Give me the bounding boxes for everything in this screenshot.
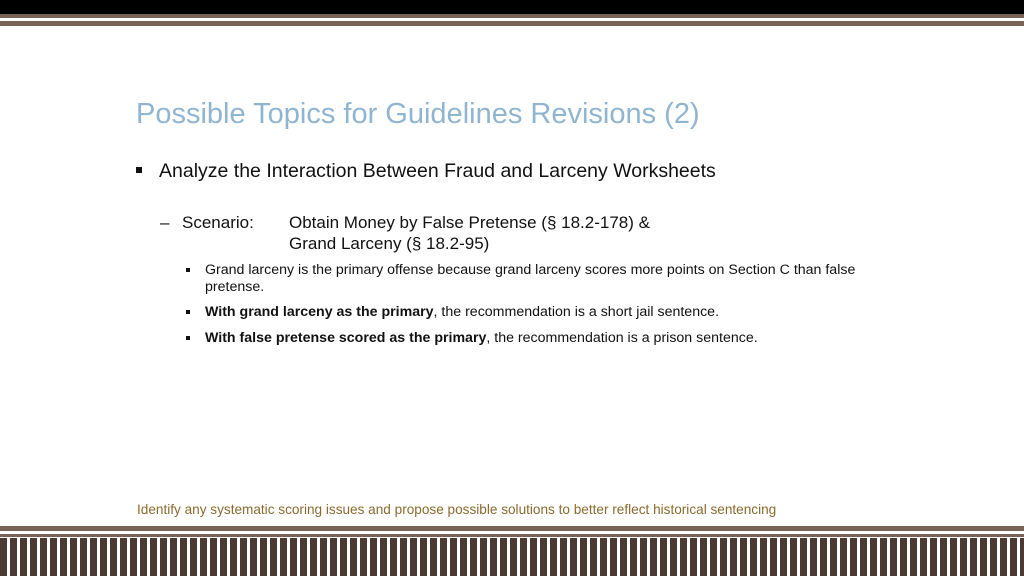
top-brown-rule-secondary xyxy=(0,21,1024,26)
square-bullet-icon xyxy=(186,268,190,272)
main-bullet-text: Analyze the Interaction Between Fraud and Larceny Worksheets xyxy=(159,160,716,182)
sub-bullet-bold: With false pretense scored as the primary xyxy=(205,330,487,346)
square-bullet-icon xyxy=(136,167,142,173)
sub-bullet-bold: With grand larceny as the primary xyxy=(205,304,434,320)
top-brown-rule xyxy=(0,14,1024,18)
bottom-brown-rule-secondary xyxy=(0,534,1024,537)
footer-note: Identify any systematic scoring issues and propose possible solutions to better reflect historical sentencing xyxy=(137,502,777,517)
square-bullet-icon xyxy=(186,336,190,340)
sub-bullet-text: With grand larceny as the primary, the recommendation is a short jail sentence. xyxy=(205,304,720,320)
scenario-line-2: Grand Larceny (§ 18.2-95) xyxy=(289,234,490,253)
dash-bullet: – xyxy=(160,213,170,232)
scenario-label: Scenario: xyxy=(182,213,254,232)
bottom-striped-band xyxy=(0,538,1024,576)
bottom-brown-rule xyxy=(0,526,1024,531)
slide-title: Possible Topics for Guidelines Revisions (2) xyxy=(136,98,700,130)
sub-bullet-text: Grand larceny is the primary offense because grand larceny scores more points on Section C than false pretense. xyxy=(205,262,856,295)
top-black-band xyxy=(0,0,1024,14)
sub-bullet-text: With false pretense scored as the primary, the recommendation is a prison sentence. xyxy=(205,330,758,346)
square-bullet-icon xyxy=(186,310,190,314)
scenario-line-1: Obtain Money by False Pretense (§ 18.2-178) & xyxy=(289,213,650,232)
